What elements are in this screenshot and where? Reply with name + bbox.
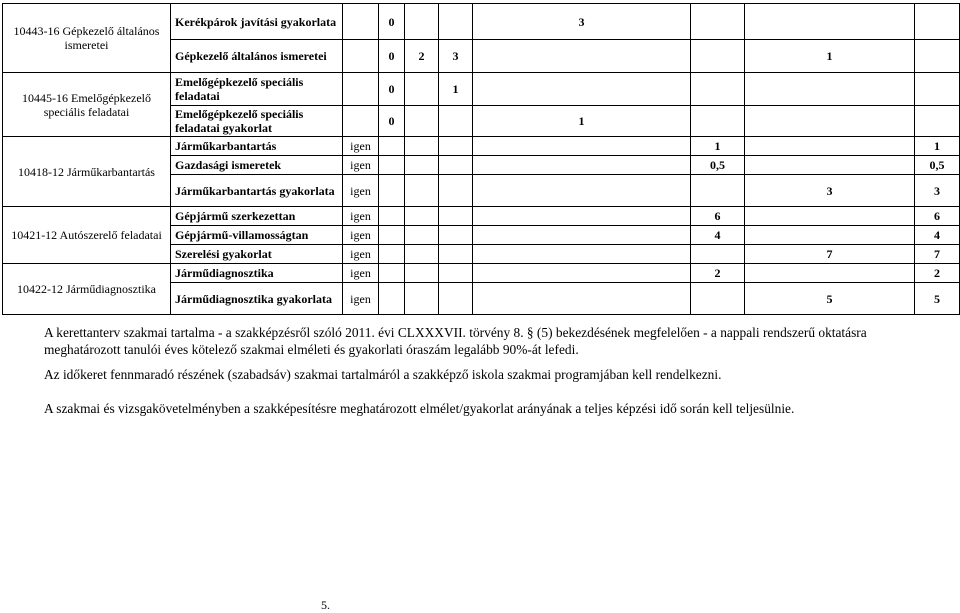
value-cell: 1 <box>745 40 915 73</box>
value-cell <box>473 283 691 315</box>
value-cell <box>405 226 439 245</box>
module-cell: 10443-16 Gépkezelő általános ismeretei <box>3 4 171 73</box>
value-cell: 0,5 <box>915 156 960 175</box>
value-cell <box>405 175 439 207</box>
value-cell: 2 <box>915 264 960 283</box>
value-cell <box>691 4 745 40</box>
value-cell <box>405 4 439 40</box>
value-cell: 0 <box>379 73 405 106</box>
table-row <box>3 4 960 40</box>
value-cell <box>691 73 745 106</box>
value-cell: 0 <box>379 40 405 73</box>
value-cell <box>473 245 691 264</box>
value-cell: 3 <box>439 40 473 73</box>
value-cell: 1 <box>439 73 473 106</box>
value-cell <box>379 207 405 226</box>
subject-cell: Járműdiagnosztika gyakorlata <box>171 283 343 315</box>
note-paragraph-timeframe: Az időkeret fennmaradó részének (szabadsáv) szakmai tartalmáról a szakképző iskola szakmai programjában kell rendelkezni. <box>44 367 722 382</box>
subject-cell: Járműkarbantartás <box>171 137 343 156</box>
value-cell: 3 <box>915 175 960 207</box>
value-cell <box>405 283 439 315</box>
value-cell <box>473 226 691 245</box>
value-cell <box>915 106 960 137</box>
value-cell: 5 <box>915 283 960 315</box>
value-cell <box>439 207 473 226</box>
flag-cell: igen <box>343 137 379 156</box>
flag-cell <box>343 4 379 40</box>
subject-cell: Emelőgépkezelő speciális feladatai gyakorlat <box>171 106 343 137</box>
value-cell <box>473 175 691 207</box>
value-cell <box>379 264 405 283</box>
value-cell: 7 <box>915 245 960 264</box>
flag-cell: igen <box>343 175 379 207</box>
value-cell <box>745 264 915 283</box>
subject-cell: Emelőgépkezelő speciális feladatai <box>171 73 343 106</box>
subject-cell: Járműdiagnosztika <box>171 264 343 283</box>
subject-cell: Gépjármű szerkezettan <box>171 207 343 226</box>
value-cell: 5 <box>745 283 915 315</box>
value-cell <box>915 4 960 40</box>
value-cell: 2 <box>691 264 745 283</box>
value-cell <box>439 245 473 264</box>
flag-cell: igen <box>343 156 379 175</box>
value-cell <box>439 4 473 40</box>
value-cell <box>405 156 439 175</box>
table-row <box>3 264 960 283</box>
value-cell <box>473 156 691 175</box>
value-cell <box>379 175 405 207</box>
curriculum-table <box>2 3 960 315</box>
flag-cell: igen <box>343 245 379 264</box>
value-cell: 4 <box>691 226 745 245</box>
module-cell: 10418-12 Járműkarbantartás <box>3 137 171 207</box>
value-cell: 2 <box>405 40 439 73</box>
value-cell: 7 <box>745 245 915 264</box>
module-cell: 10422-12 Járműdiagnosztika <box>3 264 171 315</box>
value-cell: 1 <box>473 106 691 137</box>
value-cell <box>745 207 915 226</box>
value-cell <box>473 207 691 226</box>
value-cell: 3 <box>745 175 915 207</box>
value-cell <box>691 106 745 137</box>
module-cell: 10421-12 Autószerelő feladatai <box>3 207 171 264</box>
value-cell: 3 <box>473 4 691 40</box>
value-cell <box>915 40 960 73</box>
value-cell <box>439 156 473 175</box>
flag-cell <box>343 106 379 137</box>
value-cell <box>473 40 691 73</box>
value-cell <box>745 226 915 245</box>
value-cell: 6 <box>691 207 745 226</box>
flag-cell: igen <box>343 226 379 245</box>
value-cell: 1 <box>691 137 745 156</box>
value-cell: 6 <box>915 207 960 226</box>
module-cell: 10445-16 Emelőgépkezelő speciális feladatai <box>3 73 171 137</box>
value-cell: 0 <box>379 106 405 137</box>
table-row <box>3 137 960 156</box>
value-cell <box>379 156 405 175</box>
value-cell <box>405 264 439 283</box>
value-cell <box>473 264 691 283</box>
value-cell <box>691 175 745 207</box>
subject-cell: Gépjármű-villamosságtan <box>171 226 343 245</box>
value-cell: 1 <box>915 137 960 156</box>
value-cell <box>473 137 691 156</box>
value-cell <box>691 40 745 73</box>
flag-cell: igen <box>343 207 379 226</box>
value-cell <box>379 137 405 156</box>
subject-cell: Szerelési gyakorlat <box>171 245 343 264</box>
value-cell <box>379 283 405 315</box>
value-cell <box>745 156 915 175</box>
value-cell <box>439 264 473 283</box>
value-cell <box>439 137 473 156</box>
value-cell <box>405 207 439 226</box>
value-cell <box>379 226 405 245</box>
value-cell <box>915 73 960 106</box>
value-cell <box>405 137 439 156</box>
note-paragraph-ratio: A szakmai és vizsgakövetelményben a szakképesítésre meghatározott elmélet/gyakorlat arányának a teljes képzési idő során kell teljesülnie. <box>44 401 795 416</box>
table-row <box>3 207 960 226</box>
value-cell <box>405 73 439 106</box>
flag-cell: igen <box>343 283 379 315</box>
subject-cell: Gépkezelő általános ismeretei <box>171 40 343 73</box>
value-cell <box>691 283 745 315</box>
value-cell <box>405 245 439 264</box>
value-cell <box>745 73 915 106</box>
flag-cell <box>343 40 379 73</box>
value-cell: 4 <box>915 226 960 245</box>
table-row <box>3 73 960 106</box>
value-cell <box>439 106 473 137</box>
subject-cell: Gazdasági ismeretek <box>171 156 343 175</box>
value-cell <box>691 245 745 264</box>
value-cell <box>439 283 473 315</box>
value-cell: 0 <box>379 4 405 40</box>
value-cell <box>745 106 915 137</box>
value-cell <box>745 4 915 40</box>
flag-cell <box>343 73 379 106</box>
value-cell <box>439 226 473 245</box>
value-cell <box>473 73 691 106</box>
value-cell <box>745 137 915 156</box>
subject-cell: Kerékpárok javítási gyakorlata <box>171 4 343 40</box>
subject-cell: Járműkarbantartás gyakorlata <box>171 175 343 207</box>
value-cell <box>439 175 473 207</box>
value-cell <box>379 245 405 264</box>
value-cell <box>405 106 439 137</box>
value-cell: 0,5 <box>691 156 745 175</box>
flag-cell: igen <box>343 264 379 283</box>
page-number: 5. <box>321 598 330 612</box>
note-paragraph-framework: A kerettanterv szakmai tartalma - a szakképzésről szóló 2011. évi CLXXXVII. törvény 8. § (5) bekezdésének megfelelően - a nappali rendszerű oktatásra meghatározott tanulói éves kötelező szakmai elméleti és gyakorlati óraszám legalább 90%-át lefedi. <box>44 325 867 357</box>
